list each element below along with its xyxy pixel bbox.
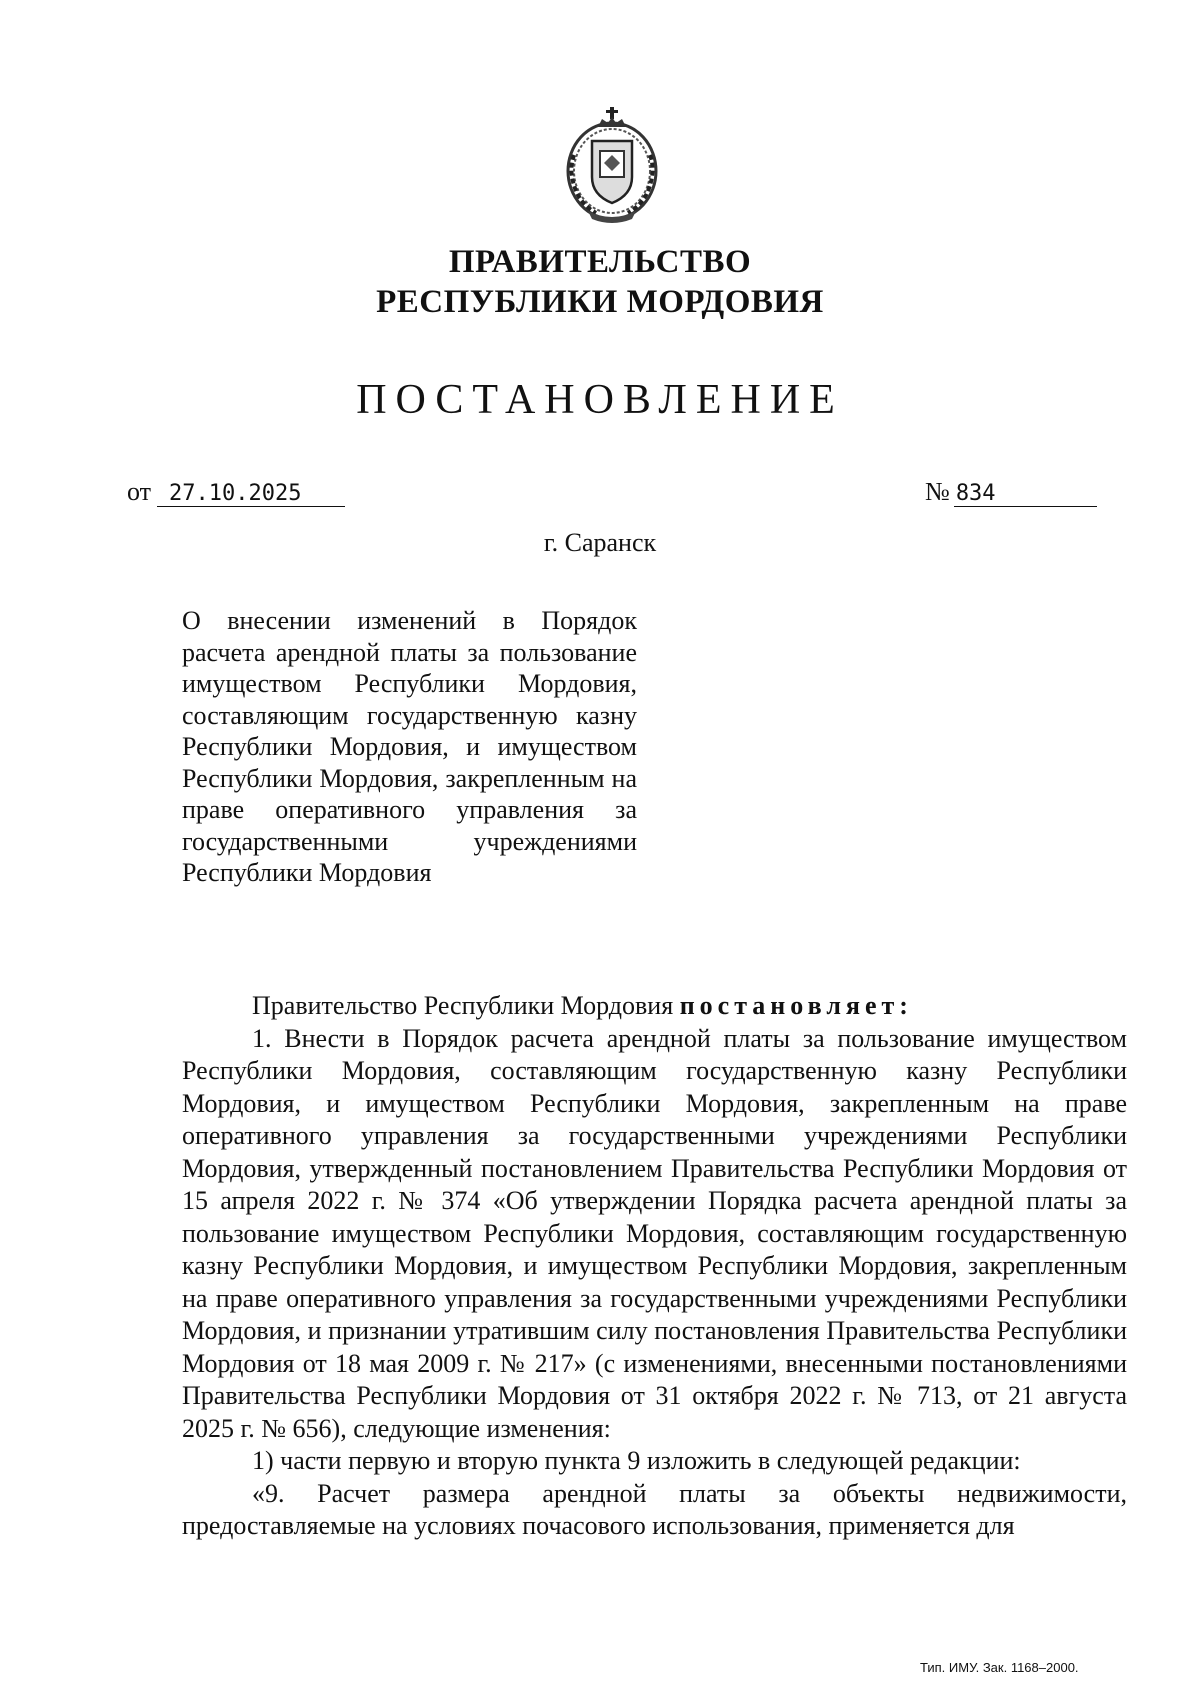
print-mark: Тип. ИМУ. Зак. 1168–2000. (920, 1660, 1079, 1675)
date-prefix: от (127, 477, 152, 506)
document-body (182, 990, 1127, 1543)
date-value: 27.10.2025 (157, 482, 345, 507)
paragraph-2: 1) части первую и вторую пункта 9 изложить в следующей редакции: (252, 1446, 1021, 1475)
document-date (127, 476, 345, 508)
paragraph-1: 1. Внести в Порядок расчета арендной платы за пользование имуществом Республики Мордовия, составляющим государственную казну Республики Мордовия, и имуществом Республики Мордовия, закрепленным на праве оперативного управления за государственными учреждениями Республики Мордовия, утвержденный постановлением Правительства Республики Мордовия от 15 апреля 2022 г. № 374 «Об утверждении Порядка расчета арендной платы за пользование имуществом Республики Мордовия, составляющим государственную казну Республики Мордовия, и имуществом Республики Мордовия, закрепленным на праве оперативного управления за государственными учреждениями Республики Мордовия, и признании утратившим силу постановления Правительства Республики Мордовия от 18 мая 2009 г. № 217» (с изменениями, внесенными постановлениями Правительства Республики Мордовия от 31 октября 2022 г. № 713, от 21 августа 2025 г. № 656), следующие изменения: (182, 1023, 1127, 1443)
paragraph-3: «9. Расчет размера арендной платы за объекты недвижимости, предоставляемые на условиях почасового использования, применяется для (182, 1478, 1127, 1540)
decree-word: постановляет: (679, 991, 913, 1020)
intro-text: Правительство Республики Мордовия (252, 991, 680, 1020)
government-title-line2: РЕСПУБЛИКИ МОРДОВИЯ (376, 284, 824, 320)
number-prefix: № (925, 477, 950, 506)
number-value: 834 (954, 482, 1097, 507)
coat-of-arms-icon (562, 105, 662, 225)
document-subject: О внесении изменений в Порядок расчета арендной платы за пользование имуществом Республики Мордовия, составляющим государственную казну Республики Мордовия, и имуществом Республики Мордовия, закрепленным на праве оперативного управления за государственными учреждениями Республики Мордовия (182, 606, 637, 887)
city-name: г. Саранск (543, 528, 657, 557)
intro-paragraph (182, 990, 1127, 1023)
document-number (925, 476, 1097, 508)
government-title-line1: ПРАВИТЕЛЬСТВО (448, 244, 752, 280)
document-type-title: ПОСТАНОВЛЕНИЕ (356, 377, 844, 423)
